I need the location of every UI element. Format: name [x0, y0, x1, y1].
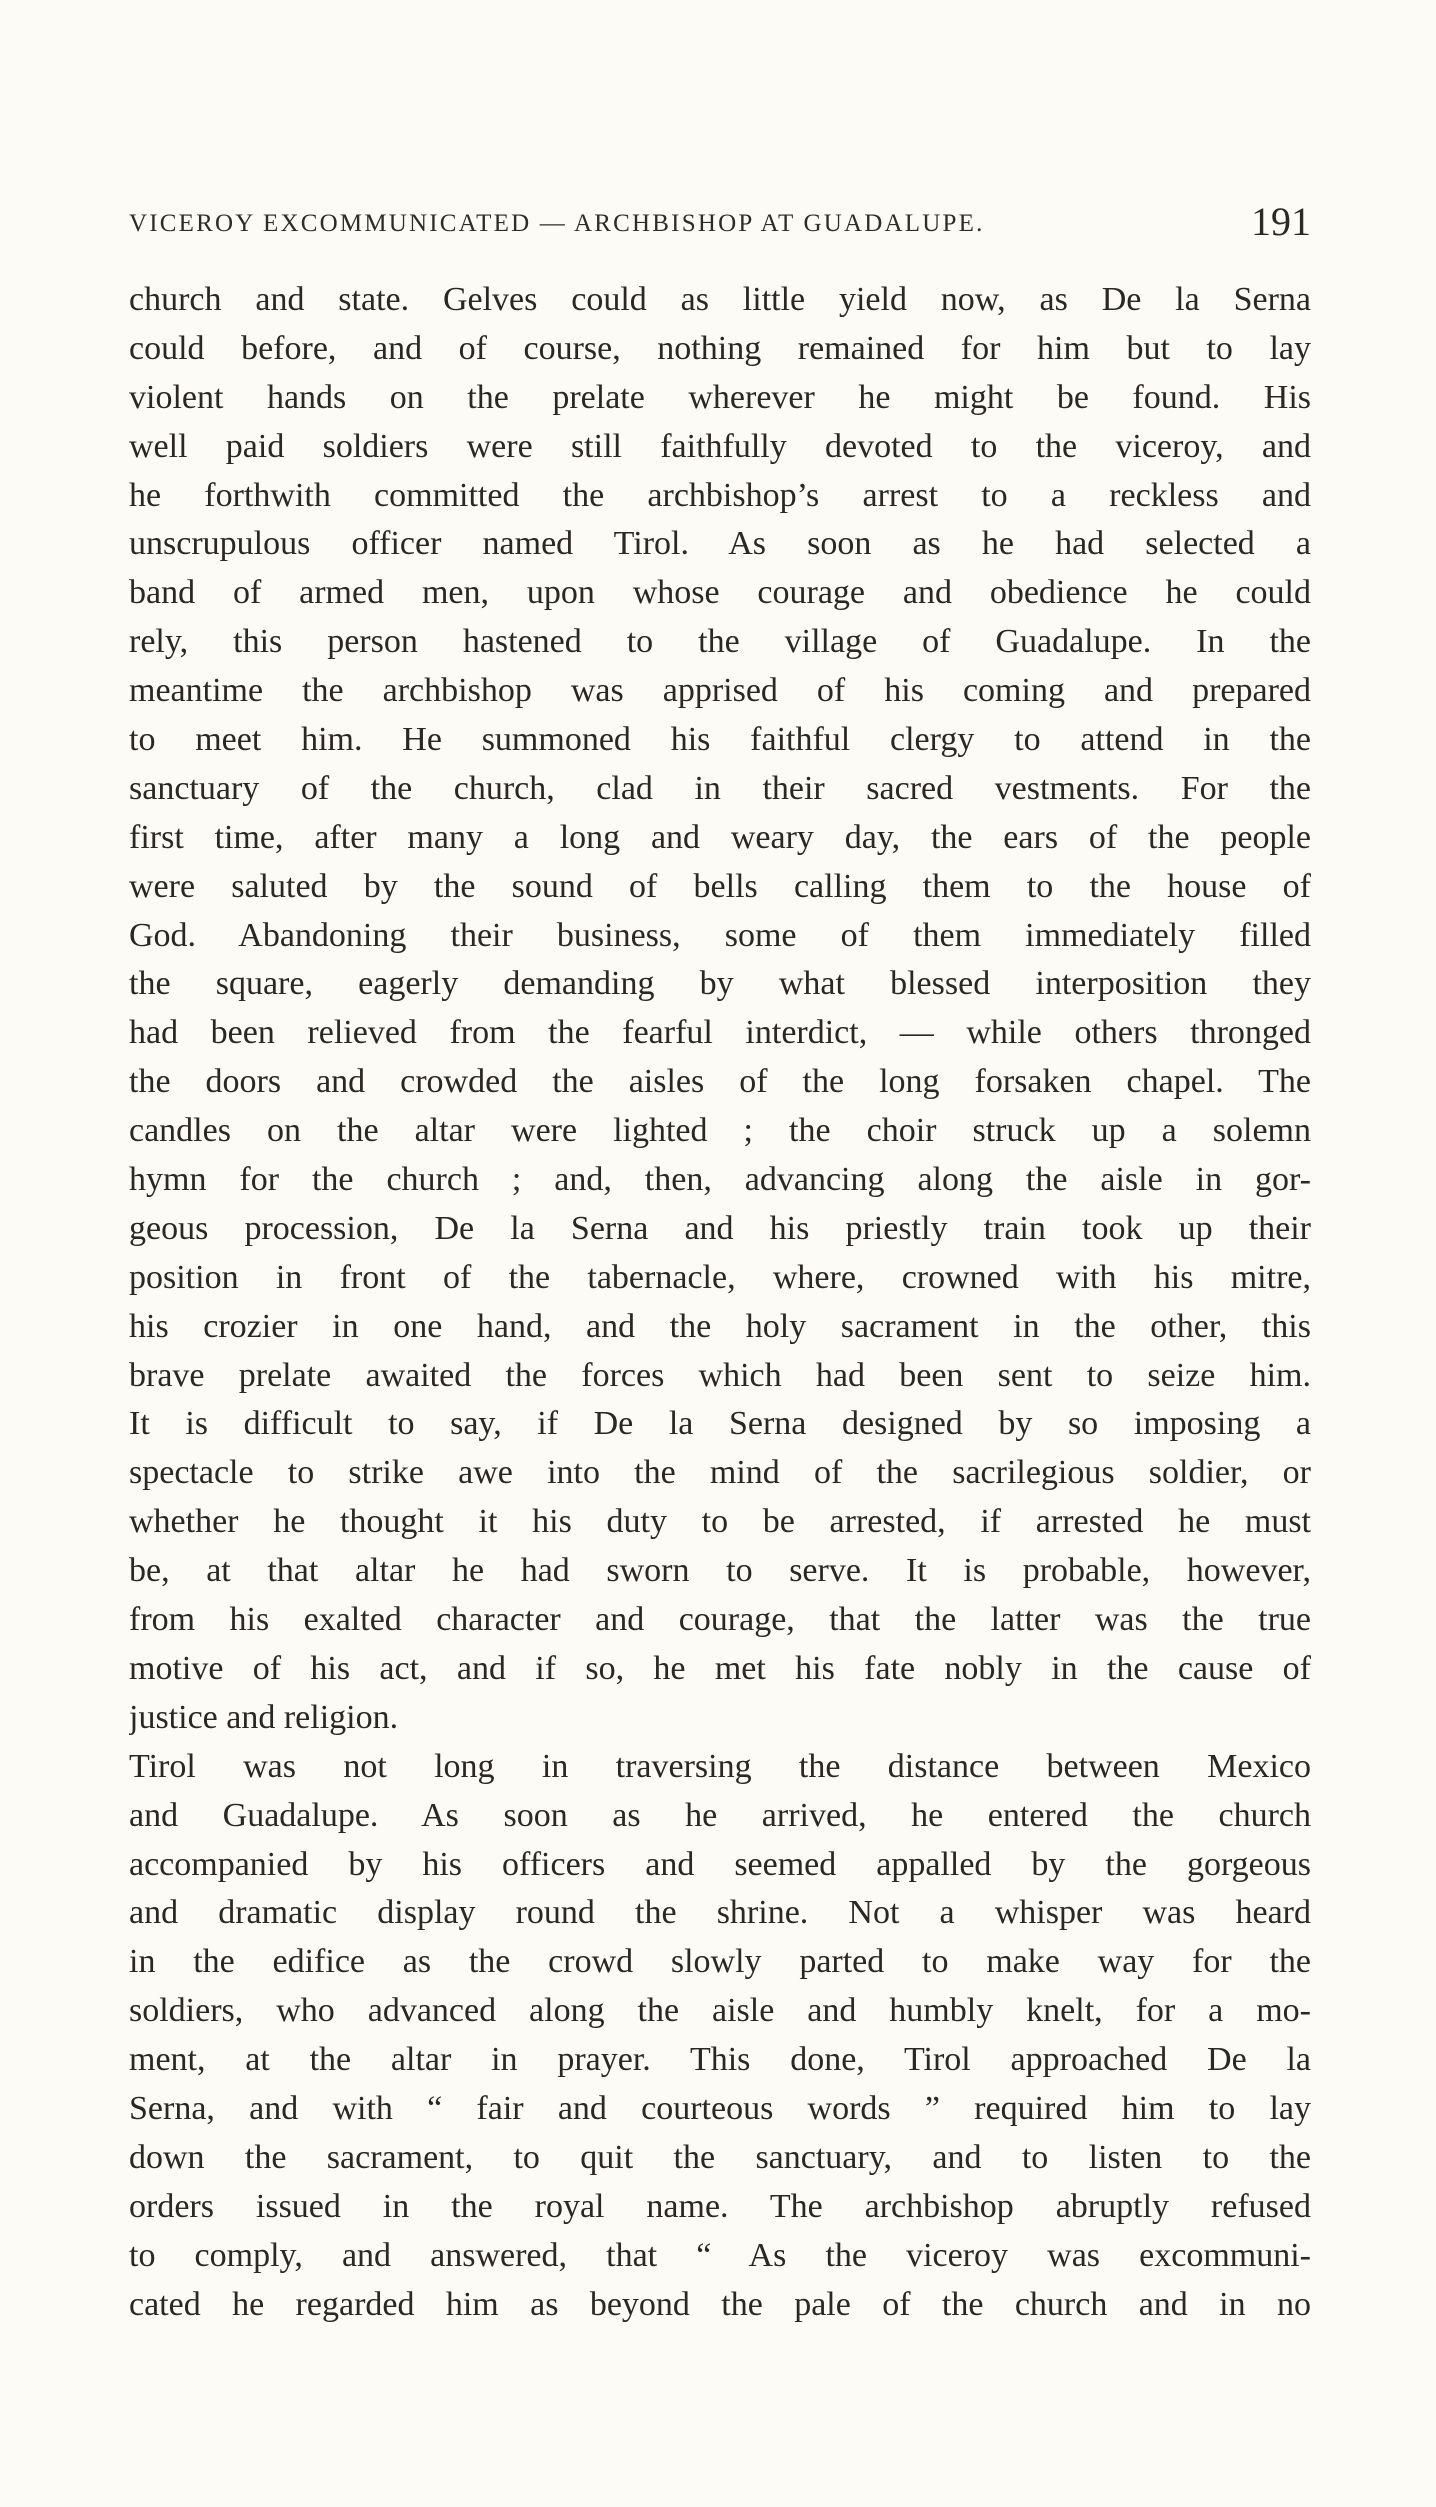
paragraph-start-line: Tirol was not long in traversing the distance between Mexico — [129, 1747, 1311, 1785]
text-line: rely, this person hastened to the village of Guadalupe. In the — [129, 623, 1311, 661]
page-number: 191 — [1251, 199, 1311, 244]
text-line: cated he regarded him as beyond the pale of the church and in no — [129, 2285, 1311, 2323]
text-line: first time, after many a long and weary day, the ears of the people — [129, 818, 1311, 856]
text-line: Serna, and with “ fair and courteous words ” required him to lay — [129, 2089, 1311, 2127]
text-line: candles on the altar were lighted ; the choir struck up a solemn — [129, 1112, 1311, 1150]
text-line: be, at that altar he had sworn to serve. It is probable, however, — [129, 1552, 1311, 1590]
text-line: sanctuary of the church, clad in their sacred vestments. For the — [129, 769, 1311, 807]
text-line: whether he thought it his duty to be arrested, if arrested he must — [129, 1503, 1311, 1541]
text-line: brave prelate awaited the forces which had been sent to seize him. — [129, 1356, 1311, 1394]
text-line: to comply, and answered, that “ As the viceroy was excommuni- — [129, 2236, 1311, 2274]
text-line: violent hands on the prelate wherever he might be found. His — [129, 378, 1311, 416]
text-line: church and state. Gelves could as little yield now, as De la Serna — [129, 281, 1311, 318]
text-line: geous procession, De la Serna and his priestly train took up their — [129, 1209, 1311, 1247]
text-line: and dramatic display round the shrine. Not a whisper was heard — [129, 1894, 1311, 1932]
text-line: from his exalted character and courage, that the latter was the true — [129, 1601, 1311, 1639]
text-line: had been relieved from the fearful interdict, — while others thronged — [129, 1014, 1311, 1052]
text-line: accompanied by his officers and seemed appalled by the gorgeous — [129, 1845, 1311, 1883]
text-line: God. Abandoning their business, some of them immediately filled — [129, 916, 1311, 954]
text-line: orders issued in the royal name. The archbishop abruptly refused — [129, 2187, 1311, 2225]
text-line: soldiers, who advanced along the aisle and humbly knelt, for a mo- — [129, 1992, 1311, 2030]
text-line: well paid soldiers were still faithfully devoted to the viceroy, and — [129, 427, 1311, 465]
text-line: motive of his act, and if so, he met his fate nobly in the cause of — [129, 1649, 1311, 1687]
body-text — [129, 276, 1311, 2329]
text-line: could before, and of course, nothing remained for him but to lay — [129, 329, 1311, 367]
text-line: down the sacrament, to quit the sanctuary, and to listen to the — [129, 2138, 1311, 2176]
text-line: meantime the archbishop was apprised of his coming and prepared — [129, 672, 1311, 710]
text-line: and Guadalupe. As soon as he arrived, he entered the church — [129, 1796, 1311, 1834]
text-line: hymn for the church ; and, then, advancing along the aisle in gor- — [129, 1161, 1311, 1199]
text-line: It is difficult to say, if De la Serna designed by so imposing a — [129, 1405, 1311, 1443]
text-line: the square, eagerly demanding by what blessed interposition they — [129, 965, 1311, 1003]
text-line: he forthwith committed the archbishop’s arrest to a reckless and — [129, 476, 1311, 514]
text-line: the doors and crowded the aisles of the long forsaken chapel. The — [129, 1063, 1311, 1101]
running-header — [129, 199, 1311, 246]
text-line: in the edifice as the crowd slowly parted to make way for the — [129, 1943, 1311, 1981]
text-line: his crozier in one hand, and the holy sacrament in the other, this — [129, 1307, 1311, 1345]
text-line: were saluted by the sound of bells calling them to the house of — [129, 867, 1311, 905]
paragraph-end-line: justice and religion. — [129, 1698, 399, 1736]
text-line: to meet him. He summoned his faithful clergy to attend in the — [129, 721, 1311, 759]
running-title: VICEROY EXCOMMUNICATED — ARCHBISHOP AT GUADALUPE. — [129, 210, 985, 237]
text-line: ment, at the altar in prayer. This done, Tirol approached De la — [129, 2041, 1311, 2079]
text-line: unscrupulous officer named Tirol. As soon as he had selected a — [129, 525, 1311, 563]
text-line: position in front of the tabernacle, where, crowned with his mitre, — [129, 1258, 1311, 1296]
text-line: band of armed men, upon whose courage and obedience he could — [129, 574, 1311, 612]
text-line: spectacle to strike awe into the mind of the sacrilegious soldier, or — [129, 1454, 1311, 1492]
